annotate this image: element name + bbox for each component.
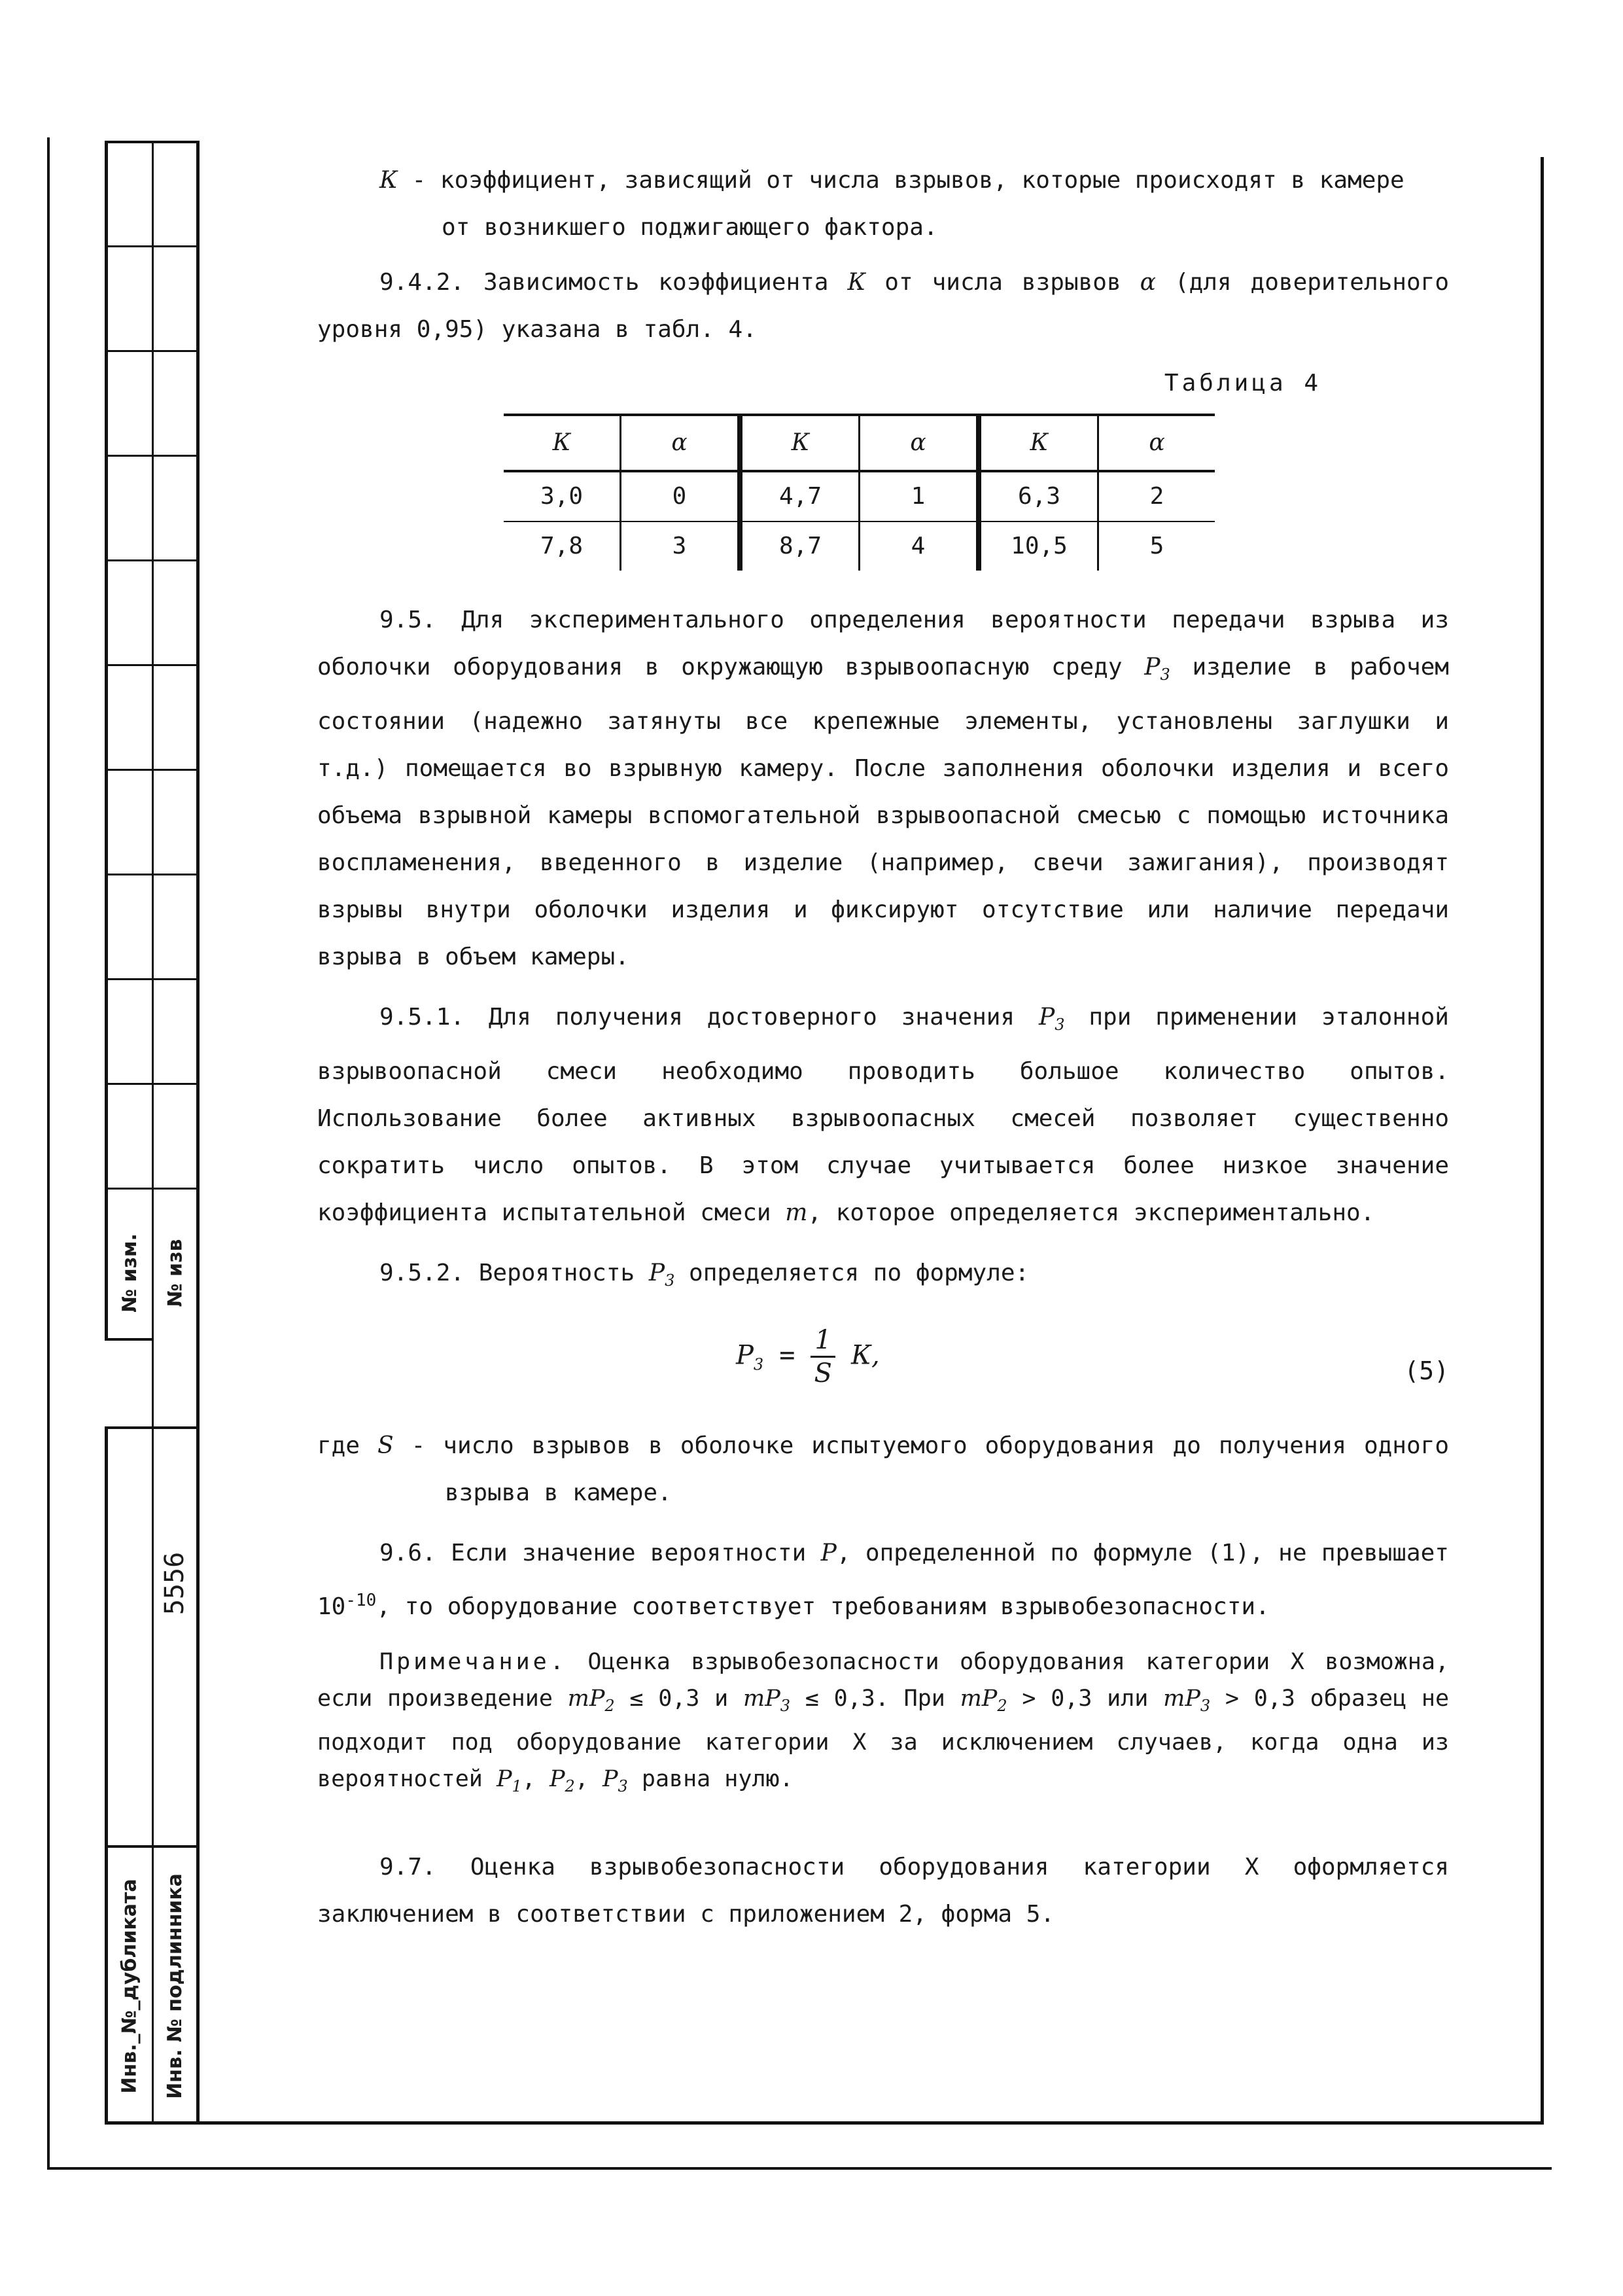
strip-divider (105, 664, 200, 666)
page-content (317, 157, 1449, 1938)
product-term: mР (1163, 1685, 1200, 1712)
clause-number: 9.7. (379, 1853, 436, 1881)
text: , определенной по формуле (1), не превышает 10 (317, 1539, 1449, 1620)
table-cell: 2 (1098, 471, 1215, 521)
inv-number-cell (154, 1505, 196, 1662)
no-izm-cell (108, 1210, 152, 1335)
header-cell: α (860, 415, 979, 471)
table-row (504, 521, 1215, 571)
text: Если значение вероятности (451, 1539, 807, 1566)
text: - число взрывов в оболочке испытуемого оборудования до получения одного взрыва в камере. (411, 1432, 1450, 1506)
table-cell: 1 (860, 471, 979, 521)
subscript: 3 (1055, 1016, 1065, 1034)
subscript: 3 (618, 1776, 628, 1795)
product-term: mР (567, 1685, 605, 1712)
where-word: где (317, 1432, 360, 1459)
symbol-alpha: α (1140, 269, 1156, 296)
header-cell: α (1098, 415, 1215, 471)
subscript: 3 (1160, 665, 1170, 684)
fraction (811, 1324, 835, 1389)
no-izv-label: № изв (164, 1239, 187, 1307)
table-cell: 6,3 (979, 471, 1098, 521)
strip-divider (105, 1083, 200, 1085)
text: изделие в рабочем состоянии (надежно затянуты все крепежные элементы, установлены заглушки и т.д.) помещается во взрывную камеру. После заполнения оболочки изделия и всего объема взрывной камеры вспомогательной взрывоопасной смесью с помощью источника воспламенения, введенного в изделие (например, свечи зажигания), производят взрывы внутри оболочки изделия и фиксируют отсутствие или наличие передачи взрыва в объем камеры. (317, 654, 1449, 971)
symbol-p3: Р (1144, 654, 1161, 680)
denominator: S (814, 1358, 832, 1388)
strip-divider (105, 874, 200, 875)
bottom-border-inner (105, 2121, 1544, 2125)
strip-gap-bottom (105, 1426, 200, 1429)
equals-sign: = (779, 1340, 795, 1371)
note-label: Примечание. (379, 1648, 567, 1675)
subscript: 2 (604, 1696, 615, 1715)
text: Оценка взрывобезопасности оборудования категории X оформляется заключением в соответствии с приложением 2, форма 5. (317, 1853, 1449, 1928)
subscript: 1 (512, 1776, 522, 1795)
text: равна нулю. (641, 1765, 794, 1792)
text: при применении эталонной взрывоопасной смеси необходимо проводить большое количество опытов. Использование более активных взрывоопасных смесей позволяет существенно сократить число опытов. В этом случае учитывается более низкое значение коэффициента испытательной смеси (317, 1004, 1449, 1227)
inv-podlinnika-label: Инв. № подлинника (164, 1873, 186, 2099)
symbol-p: Р (820, 1539, 837, 1566)
text: (для доверительного уровня 0,95) указана в табл. 4. (317, 269, 1449, 343)
clause-number: 9.6. (379, 1539, 436, 1566)
strip-mid (152, 141, 154, 2123)
table-header-row (504, 415, 1215, 471)
k-definition-text: - коэффициент, зависящий от числа взрывов, которые происходят в камере (411, 167, 1405, 194)
product-term: mР (743, 1685, 780, 1712)
table-cell: 4,7 (740, 471, 860, 521)
table-cell: 3,0 (540, 483, 584, 510)
text: , то оборудование соответствует требованиям взрывобезопасности. (376, 1593, 1270, 1620)
symbol-p2: Р (549, 1765, 565, 1792)
header-cell: К (504, 415, 621, 471)
table-cell: 8,7 (740, 521, 860, 571)
right-border (1541, 157, 1544, 2123)
no-izv-cell (154, 1210, 196, 1335)
product-term: mР (960, 1685, 998, 1712)
symbol-k: К (379, 167, 398, 194)
subscript: 3 (753, 1355, 764, 1374)
paragraph-9-5 (317, 597, 1449, 981)
strip-left (105, 141, 108, 1338)
text: Оценка взрывобезопасности оборудования категории X возможна, если произведение (317, 1648, 1449, 1712)
symbol-m: m (785, 1199, 808, 1227)
table-caption: Таблица 4 (1164, 370, 1321, 397)
table-4 (504, 414, 1215, 571)
k-definition-text-2: от возникшего поджигающего фактора. (442, 214, 938, 241)
text: , которое определяется экспериментально. (807, 1199, 1375, 1227)
numerator: 1 (811, 1324, 835, 1358)
paragraph-k-definition (317, 157, 1449, 251)
inv-dublikata-label: Инв._№_дубликата (118, 1878, 141, 2094)
exponent: -10 (345, 1590, 377, 1610)
strip-divider (105, 245, 200, 247)
subscript: 2 (997, 1696, 1007, 1715)
header-cell: К (979, 415, 1098, 471)
table-cell: 0 (621, 471, 741, 521)
symbol-p3: Р (1038, 1004, 1055, 1031)
text: определяется по формуле: (689, 1260, 1030, 1287)
outer-left-border (47, 137, 50, 2169)
text: Вероятность (478, 1260, 635, 1287)
symbol-p3: Р (602, 1765, 618, 1792)
formula-expression (736, 1324, 880, 1389)
paragraph-9-5-2 (317, 1250, 1449, 1304)
strip-divider (105, 350, 200, 352)
inv-podlinnika-cell (154, 1852, 196, 2120)
table-cell: 7,8 (504, 521, 621, 571)
text: Для экспериментального определения вероятности передачи взрыва из оболочки оборудования в окружающую взрывоопасную среду (317, 607, 1449, 680)
no-izm-label: № изм. (118, 1233, 142, 1313)
strip-right (196, 141, 200, 2123)
clause-number: 9.5.2. (379, 1260, 465, 1287)
table-cell: 4 (860, 521, 979, 571)
paragraph-9-7 (317, 1844, 1449, 1938)
strip-divider (105, 1188, 200, 1190)
header-cell: К (740, 415, 860, 471)
table-cell: 5 (1098, 521, 1215, 571)
formula-lhs: Р (736, 1340, 754, 1371)
paragraph-9-6 (317, 1530, 1449, 1631)
text: ≤ 0,3. При (805, 1685, 945, 1712)
clause-number: 9.5. (379, 607, 436, 633)
symbol-s: S (377, 1432, 394, 1459)
text: ≤ 0,3 и (629, 1685, 729, 1712)
symbol-k: К (847, 269, 866, 296)
bottom-border-outer (47, 2167, 1552, 2170)
strip-divider (105, 455, 200, 457)
note-paragraph: Примечание. Оценка взрывобезопасности оборудования категории X возможна, если произведение $mР_2 \le 0,3$ и $mР_3 \le 0,3$. При $mР_2 > 0,3$ или $mР_3 > 0,3$ образец не подходит под оборудование категории X за исключением случаев, когда одна из вероятностей $Р_1$, $Р_2$, $Р_3$ равна нулю. (317, 1648, 1450, 1795)
strip-divider (105, 769, 200, 771)
formula-number: (5) (1404, 1356, 1449, 1385)
strip-mid-row (105, 1845, 200, 1848)
strip-top (105, 141, 200, 143)
text: Для получения достоверного значения (488, 1004, 1015, 1031)
paragraph-9-4-2 (317, 259, 1449, 353)
inv-dublikata-cell (108, 1852, 152, 2120)
inv-number: 5556 (160, 1551, 190, 1616)
text: > 0,3 образец не подходит под оборудование категории X за исключением случаев, когда одна из вероятностей (317, 1685, 1450, 1792)
symbol-p3: Р (648, 1260, 665, 1287)
header-cell: α (621, 415, 741, 471)
table-cell: 3 (621, 521, 741, 571)
subscript: 3 (1200, 1696, 1211, 1715)
paragraph-9-5-1 (317, 994, 1449, 1237)
subscript: 3 (780, 1696, 791, 1715)
text: > 0,3 или (1022, 1685, 1149, 1712)
symbol-p1: Р (496, 1765, 512, 1792)
strip-gap-top (105, 1338, 154, 1341)
clause-number: 9.4.2. (379, 269, 465, 296)
formula-factor: К, (851, 1340, 880, 1371)
clause-number: 9.5.1. (379, 1004, 465, 1031)
paragraph-where (317, 1422, 1449, 1517)
strip-divider (105, 978, 200, 980)
table-cell: 10,5 (979, 521, 1098, 571)
strip-divider (105, 559, 200, 561)
text: от числа взрывов (884, 269, 1121, 296)
subscript: 3 (665, 1271, 675, 1290)
subscript: 2 (565, 1776, 575, 1795)
text: Зависимость коэффициента (483, 269, 829, 296)
formula-5 (317, 1311, 1449, 1409)
table-row (504, 471, 1215, 521)
